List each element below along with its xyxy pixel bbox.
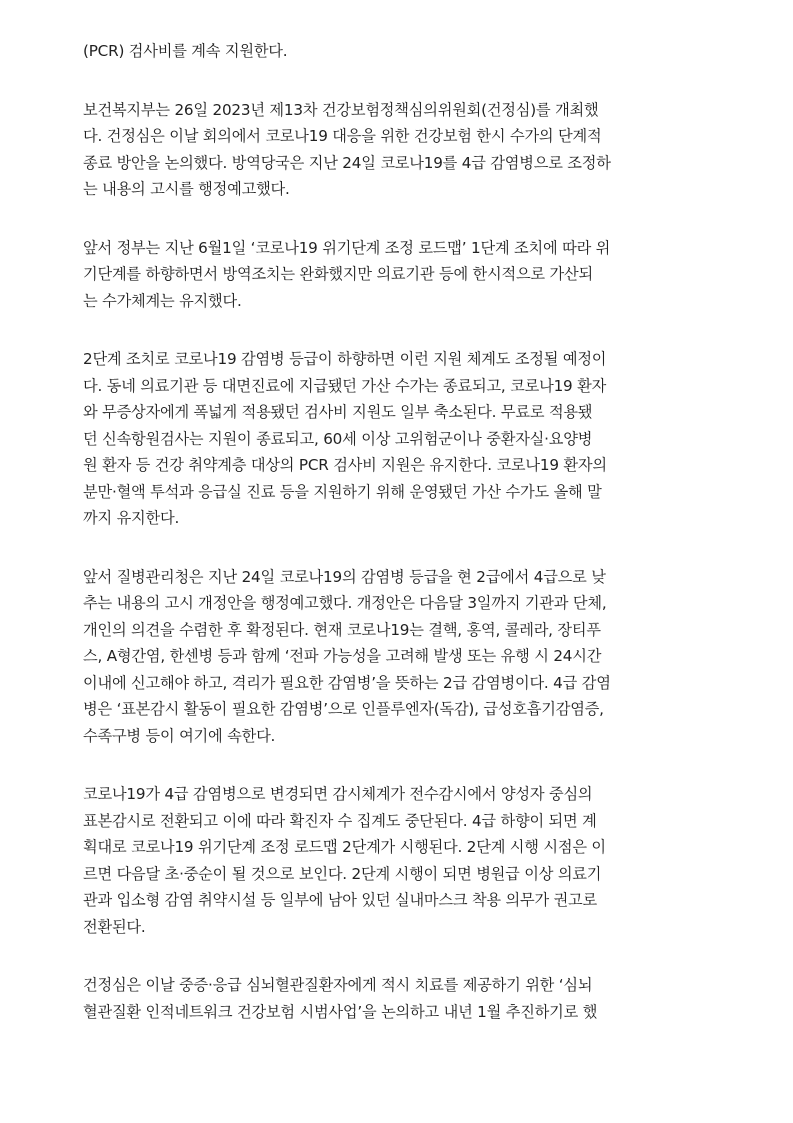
text-line: 병은 ‘표본감시 활동이 필요한 감염병’으로 인플루엔자(독감), 급성호흡기감염증, [83, 700, 604, 718]
text-line: 분만·혈액 투석과 응급실 진료 등을 지원하기 위해 운영됐던 가산 수가도 올해 말 [83, 482, 602, 501]
text-line: 코로나19가 4급 감염병으로 변경되면 감시체계가 전수감시에서 양성자 중심의 [83, 785, 593, 803]
text-line: 관과 입소형 감염 취약시설 등 일부에 남아 있던 실내마스크 착용 의무가 권고로 [83, 891, 597, 909]
text-line: (PCR) 검사비를 계속 지원한다. [83, 42, 288, 60]
paragraph-2 [83, 97, 723, 203]
text-line: 다. 건정심은 이날 회의에서 코로나19 대응을 위한 건강보험 한시 수가의 단계적 [83, 127, 602, 145]
text-line: 표본감시로 전환되고 이에 따라 확진자 수 집계도 중단된다. 4급 하향이 되면 계 [83, 811, 597, 830]
text-line: 보건복지부는 26일 2023년 제13차 건강보험정책심의위원회(건정심)를 개최했 [83, 100, 599, 119]
text-line: 이내에 신고해야 하고, 격리가 필요한 감염병’을 뜻하는 2급 감염병이다. 4급 감염 [83, 673, 611, 692]
text-line: 앞서 정부는 지난 6월1일 ‘코로나19 위기단계 조정 로드맵’ 1단계 조치에 따라 위 [83, 238, 611, 257]
text-line: 던 신속항원검사는 지원이 종료되고, 60세 이상 고위험군이나 중환자실·요양병 [83, 429, 593, 448]
paragraph-5 [83, 564, 723, 750]
article-body [83, 38, 723, 1057]
text-line: 는 내용의 고시를 행정예고했다. [83, 180, 290, 198]
text-line: 종료 방안을 논의했다. 방역당국은 지난 24일 코로나19를 4급 감염병으로 조정하 [83, 153, 611, 172]
text-line: 전환된다. [83, 917, 146, 936]
text-line: 르면 다음달 초·중순이 될 것으로 보인다. 2단계 시행이 되면 병원급 이상 의료기 [83, 864, 602, 883]
text-line: 까지 유지한다. [83, 509, 180, 527]
text-line: 2단계 조치로 코로나19 감염병 등급이 하향하면 이런 지원 체계도 조정될 예정이 [83, 350, 607, 368]
text-line: 획대로 코로나19 위기단계 조정 로드맵 2단계가 시행된다. 2단계 시행 시점은 이 [83, 838, 606, 856]
paragraph-3 [83, 235, 723, 315]
paragraph-7 [83, 972, 723, 1025]
paragraph-4 [83, 346, 723, 532]
text-line: 와 무증상자에게 폭넓게 적용됐던 검사비 지원도 일부 축소된다. 무료로 적용됐 [83, 403, 593, 421]
text-line: 건정심은 이날 중증·응급 심뇌혈관질환자에게 적시 치료를 제공하기 위한 ‘심뇌 [83, 976, 593, 994]
text-line: 앞서 질병관리청은 지난 24일 코로나19의 감염병 등급을 현 2급에서 4급으로 낮 [83, 567, 606, 586]
text-line: 원 환자 등 건강 취약계층 대상의 PCR 검사비 지원은 유지한다. 코로나19 환자의 [83, 456, 607, 474]
text-line: 기단계를 하향하면서 방역조치는 완화했지만 의료기관 등에 한시적으로 가산되 [83, 265, 593, 283]
paragraph-6 [83, 781, 723, 940]
text-line: 혈관질환 인적네트워크 건강보험 시범사업’을 논의하고 내년 1월 추진하기로 했 [83, 1002, 598, 1021]
text-line: 추는 내용의 고시 개정안을 행정예고했다. 개정안은 다음달 3일까지 기관과 단체, [83, 594, 607, 612]
text-line: 스, A형간염, 한센병 등과 함께 ‘전파 가능성을 고려해 발생 또는 유행 시 24시간 [83, 647, 602, 665]
paragraph-1 [83, 38, 723, 65]
text-line: 다. 동네 의료기관 등 대면진료에 지급됐던 가산 수가는 종료되고, 코로나19 환자 [83, 376, 607, 395]
text-line: 는 수가체계는 유지했다. [83, 291, 242, 310]
text-line: 수족구병 등이 여기에 속한다. [83, 726, 276, 745]
text-line: 개인의 의견을 수렴한 후 확정된다. 현재 코로나19는 결핵, 홍역, 콜레라, 장티푸 [83, 620, 601, 639]
